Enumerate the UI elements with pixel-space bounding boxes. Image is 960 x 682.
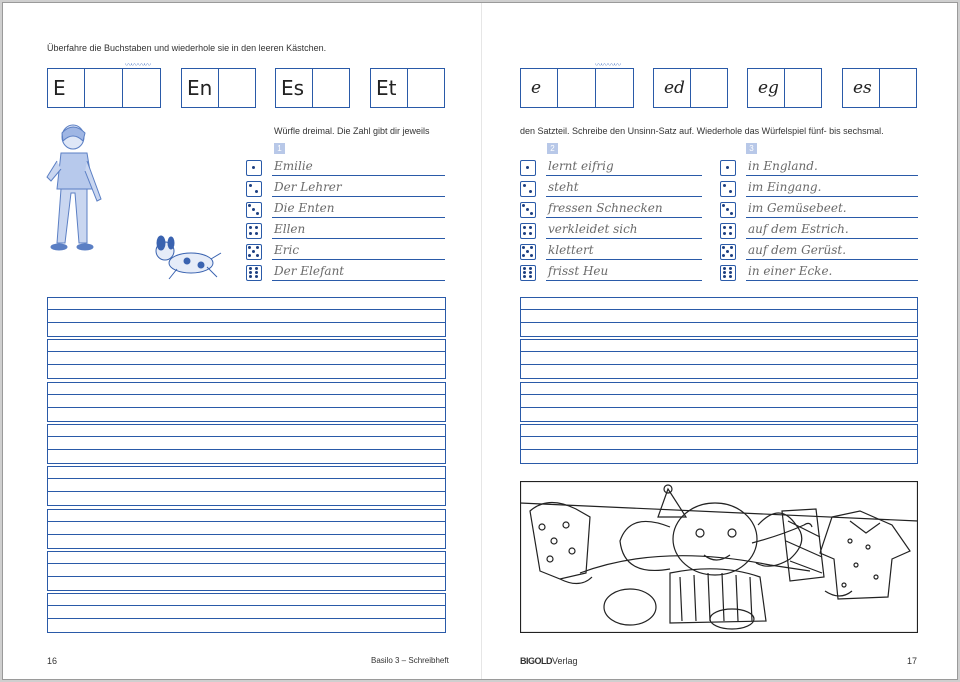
dice-pip (523, 226, 526, 229)
dice-pip (729, 271, 732, 274)
dice-2-icon (720, 181, 736, 197)
letter-cell: e (521, 69, 558, 107)
dice-pip (526, 166, 529, 169)
writing-line (546, 238, 702, 239)
writing-block[interactable] (47, 339, 446, 379)
letter-box-Es[interactable] (275, 68, 350, 108)
dice-pip (722, 204, 725, 207)
dice-pip (729, 226, 732, 229)
subject-word: Der Lehrer (274, 180, 342, 194)
dice-pip (723, 232, 726, 235)
empty-cell[interactable] (313, 69, 349, 107)
dice-pip (529, 232, 532, 235)
dice-pip (726, 208, 729, 211)
writing-line (546, 259, 702, 260)
ruled-line (521, 322, 917, 323)
dice-pip (522, 204, 525, 207)
letter-cell: ed (654, 69, 691, 107)
subject-word: Eric (274, 243, 300, 257)
writing-line (272, 196, 445, 197)
writing-line (746, 175, 918, 176)
publisher-logo (520, 656, 578, 666)
dice-pip (523, 232, 526, 235)
dice-pip (249, 275, 252, 278)
dice-pip (249, 267, 252, 270)
empty-cell[interactable] (558, 69, 595, 107)
dice-pip (726, 166, 729, 169)
ruled-line (521, 394, 917, 395)
ruled-line (521, 364, 917, 365)
dice-3-icon (720, 202, 736, 218)
place-word: auf dem Gerüst. (748, 243, 847, 257)
ruled-line (48, 605, 445, 606)
writing-line (746, 280, 918, 281)
ruled-line (48, 618, 445, 619)
dice-pip (252, 250, 255, 253)
writing-block[interactable] (47, 382, 446, 422)
ruled-line (48, 436, 445, 437)
dice-pip (726, 250, 729, 253)
ruled-line (48, 491, 445, 492)
verb-word: frisst Heu (548, 264, 609, 278)
writing-line (272, 175, 445, 176)
writing-block[interactable] (47, 551, 446, 591)
ruled-line (48, 394, 445, 395)
dice-1-icon (246, 160, 262, 176)
ruled-line (48, 478, 445, 479)
dice-pip (256, 246, 259, 249)
dog-illustration (151, 235, 223, 283)
writing-line (546, 217, 702, 218)
publisher-bold: BIGOLD (520, 656, 552, 666)
place-word: im Eingang. (748, 180, 822, 194)
subject-word: Emilie (274, 159, 313, 173)
dice-pip (248, 254, 251, 257)
dice-pip (523, 275, 526, 278)
ruled-line (48, 521, 445, 522)
empty-cell[interactable] (880, 69, 916, 107)
letter-cell: Es (276, 69, 313, 107)
writing-block[interactable] (47, 466, 446, 506)
dice-3-icon (520, 202, 536, 218)
verb-word: steht (548, 180, 579, 194)
dice-pip (522, 254, 525, 257)
writing-block[interactable] (47, 509, 446, 549)
dice-pip (255, 226, 258, 229)
dice-pip (255, 190, 258, 193)
dice-pip (723, 226, 726, 229)
decor-lashes-icon: 〰〰 〰〰 (125, 62, 150, 69)
dice-pip (530, 254, 533, 257)
verb-word: lernt eifrig (548, 159, 614, 173)
dice-pip (730, 254, 733, 257)
dice-pip (729, 190, 732, 193)
dice-pip (255, 267, 258, 270)
dice-pip (529, 190, 532, 193)
dice-6-icon (720, 265, 736, 281)
column-number-1: 1 (274, 143, 285, 154)
dice-5-icon (720, 244, 736, 260)
empty-cell[interactable] (691, 69, 727, 107)
dice-3-icon (246, 202, 262, 218)
column-number-3: 3 (746, 143, 757, 154)
verb-word: verkleidet sich (548, 222, 638, 236)
decor-lashes-icon: 〰〰 〰〰 (595, 62, 620, 69)
empty-cell[interactable] (123, 69, 160, 107)
dice-pip (530, 246, 533, 249)
publisher-rest: Verlag (552, 656, 578, 666)
dice-pip (249, 184, 252, 187)
writing-line (272, 280, 445, 281)
ruled-line (521, 351, 917, 352)
empty-cell[interactable] (219, 69, 255, 107)
dice-pip (256, 254, 259, 257)
writing-line (546, 175, 702, 176)
empty-cell[interactable] (596, 69, 633, 107)
dice-pip (248, 204, 251, 207)
ruled-line (48, 576, 445, 577)
place-word: im Gemüsebeet. (748, 201, 847, 215)
dice-pip (255, 275, 258, 278)
dice-pip (529, 267, 532, 270)
writing-line (272, 259, 445, 260)
dice-pip (723, 184, 726, 187)
ruled-line (48, 534, 445, 535)
writing-line (546, 280, 702, 281)
ruled-line (521, 309, 917, 310)
writing-line (272, 217, 445, 218)
ruled-line (48, 449, 445, 450)
letter-box-Et[interactable] (370, 68, 445, 108)
letter-cell: es (843, 69, 880, 107)
dice-pip (529, 275, 532, 278)
dice-pip (523, 184, 526, 187)
page-number-left: 16 (47, 656, 58, 666)
dice-4-icon (720, 223, 736, 239)
dice-pip (729, 232, 732, 235)
letter-box-ed[interactable] (653, 68, 728, 108)
footer-title: Basilo 3 – Schreibheft (371, 656, 449, 665)
subject-word: Der Elefant (274, 264, 345, 278)
writing-block[interactable] (520, 424, 918, 464)
writing-block[interactable] (520, 382, 918, 422)
dice-1-icon (720, 160, 736, 176)
dice-pip (723, 271, 726, 274)
dice-6-icon (520, 265, 536, 281)
empty-cell[interactable] (408, 69, 444, 107)
dice-pip (723, 267, 726, 270)
writing-line (746, 217, 918, 218)
ruled-line (48, 322, 445, 323)
empty-cell[interactable] (85, 69, 122, 107)
dice-pip (529, 271, 532, 274)
ruled-line (521, 407, 917, 408)
dice-pip (256, 212, 259, 215)
dice-pip (730, 212, 733, 215)
dice-1-icon (520, 160, 536, 176)
dice-pip (530, 212, 533, 215)
letter-box-es[interactable] (842, 68, 917, 108)
place-word: in einer Ecke. (748, 264, 833, 278)
ruled-line (48, 351, 445, 352)
writing-line (272, 238, 445, 239)
dice-pip (252, 166, 255, 169)
girl-illustration (43, 121, 113, 256)
ruled-line (521, 436, 917, 437)
dice-pip (722, 254, 725, 257)
ruled-line (48, 563, 445, 564)
place-word: auf dem Estrich. (748, 222, 849, 236)
dice-pip (249, 232, 252, 235)
writing-block[interactable] (47, 593, 446, 633)
verb-word: klettert (548, 243, 594, 257)
dice-pip (526, 208, 529, 211)
letter-cell: En (182, 69, 219, 107)
dice-4-icon (520, 223, 536, 239)
dice-instruction-right: den Satzteil. Schreibe den Unsinn-Satz auf. Wiederhole das Würfelspiel fünf- bis sechsmal. (520, 126, 884, 136)
writing-line (546, 196, 702, 197)
page-number-right: 17 (907, 656, 918, 666)
writing-line (746, 259, 918, 260)
dice-pip (255, 232, 258, 235)
dice-pip (523, 271, 526, 274)
letter-box-En[interactable] (181, 68, 256, 108)
writing-line (746, 238, 918, 239)
letter-cell: E (48, 69, 85, 107)
ruled-line (48, 309, 445, 310)
dice-5-icon (246, 244, 262, 260)
workbook-spread (2, 2, 958, 680)
dice-pip (255, 271, 258, 274)
column-number-2: 2 (547, 143, 558, 154)
writing-block[interactable] (520, 339, 918, 379)
dice-pip (252, 208, 255, 211)
letter-box-E[interactable] (47, 68, 161, 108)
page-spine (481, 3, 482, 679)
dice-pip (523, 267, 526, 270)
dice-pip (729, 275, 732, 278)
dice-pip (249, 271, 252, 274)
dice-pip (729, 267, 732, 270)
dice-6-icon (246, 265, 262, 281)
ruled-line (48, 407, 445, 408)
letter-box-eg[interactable] (747, 68, 822, 108)
ruled-line (521, 449, 917, 450)
subject-word: Die Enten (274, 201, 335, 215)
dice-4-icon (246, 223, 262, 239)
subject-word: Ellen (274, 222, 306, 236)
dice-pip (522, 246, 525, 249)
elephant-coloring-illustration (520, 481, 918, 633)
dice-instruction-left: Würfle dreimal. Die Zahl gibt dir jeweils (274, 126, 430, 136)
dice-pip (248, 246, 251, 249)
letter-cell: eg (748, 69, 785, 107)
letter-instruction: Überfahre die Buchstaben und wiederhole sie in den leeren Kästchen. (47, 43, 327, 53)
dice-pip (526, 250, 529, 253)
dice-pip (730, 246, 733, 249)
letter-box-e[interactable] (520, 68, 634, 108)
writing-block[interactable] (520, 297, 918, 337)
dice-pip (722, 246, 725, 249)
empty-cell[interactable] (785, 69, 821, 107)
place-word: in England. (748, 159, 818, 173)
dice-2-icon (246, 181, 262, 197)
dice-2-icon (520, 181, 536, 197)
writing-block[interactable] (47, 424, 446, 464)
dice-5-icon (520, 244, 536, 260)
writing-line (746, 196, 918, 197)
writing-block[interactable] (47, 297, 446, 337)
dice-pip (249, 226, 252, 229)
dice-pip (529, 226, 532, 229)
dice-pip (723, 275, 726, 278)
letter-cell: Et (371, 69, 408, 107)
ruled-line (48, 364, 445, 365)
verb-word: fressen Schnecken (548, 201, 663, 215)
